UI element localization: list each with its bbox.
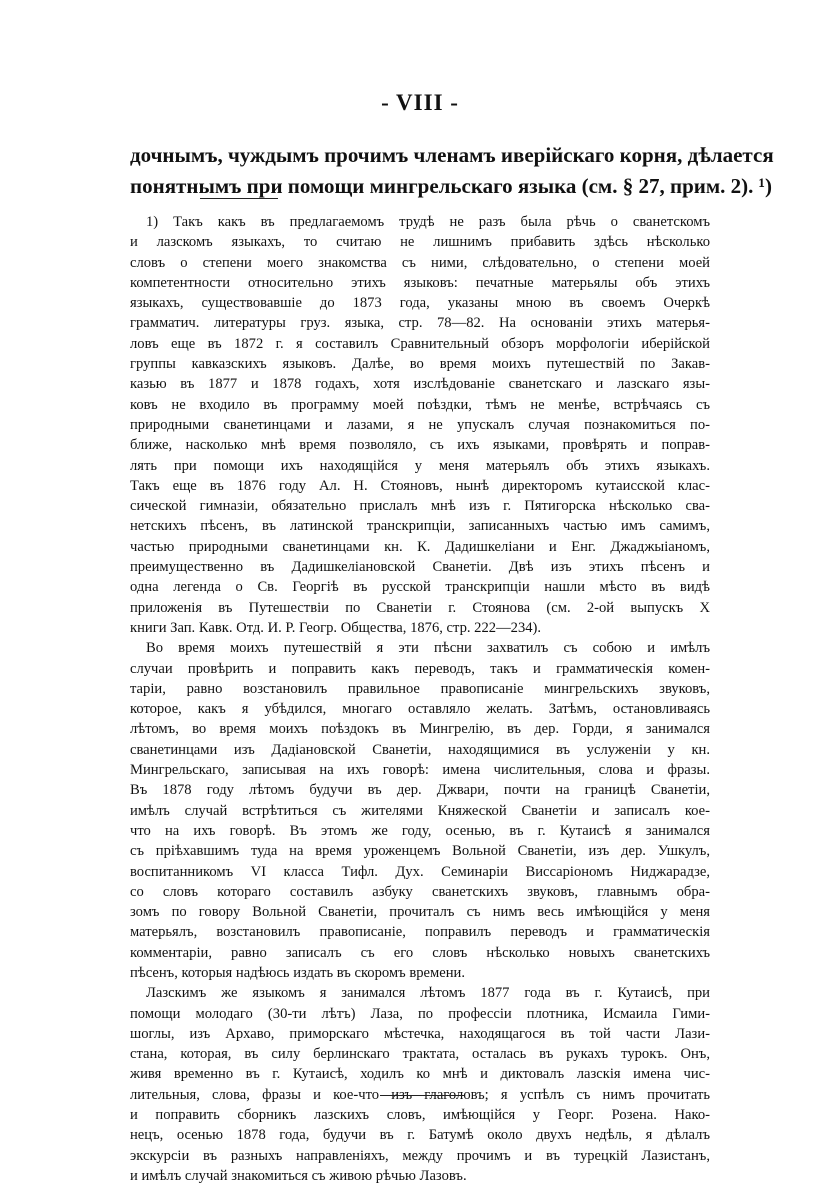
footnote-line: стана, которая, въ силу берлинскаго трактата, осталась въ рукахъ турокъ. Онъ, — [130, 1046, 710, 1063]
footnote-line: пѣсенъ, которыя надѣюсь издать въ скоромъ времени. — [130, 964, 465, 981]
footnote-line: грамматич. литературы груз. языка, стр. 78—82. На основаніи этихъ матерья- — [130, 315, 710, 332]
footnote-line: книги Зап. Кавк. Отд. И. Р. Геогр. Общества, 1876, стр. 222—234). — [130, 619, 542, 636]
footnote-line: таріи, равно возстановилъ правильное правописаніе мингрельскихъ звуковъ, — [130, 680, 710, 697]
footnote-line: частью природными сванетинцами кн. К. Дадишкеліани и Енг. Джаджыіаномъ, — [130, 538, 710, 555]
footnote-line: сической гимназіи, обязательно прислалъ мнѣ изъ г. Пятигорска нѣсколько сва- — [130, 498, 710, 515]
footnote-line: природными сванетинцами и лазами, я не упускалъ случая познакомиться по- — [130, 416, 710, 433]
footnote-line: и лазскомъ языкахъ, то считаю не лишнимъ прибавить здѣсь нѣсколько — [130, 234, 710, 251]
footnote-line: сванетинцами изъ Дадіановской Сванетіи, находящимися въ услуженіи у кн. — [130, 741, 710, 758]
footnote-line: и поправить сборникъ лазскихъ словъ, имѣющійся у Георг. Розена. Нако- — [130, 1107, 710, 1124]
footnote-line: съ пріѣхавшимъ туда на время уроженцемъ Вольной Сванетіи, изъ дер. Ушкулъ, — [130, 843, 710, 860]
footnote-separator — [200, 198, 278, 199]
footnote-line: нетскихъ пѣсенъ, въ латинской транскрипціи, записанныхъ частью имъ самимъ, — [130, 518, 710, 535]
footnote-line: что на ихъ говорѣ. Въ этомъ же году, осенью, въ г. Кутаисѣ я занимался — [130, 822, 710, 839]
footnote-line: лительныя, слова, фразы и кое-что изъ глаголовъ; я успѣлъ съ нимъ прочитать — [130, 1086, 710, 1103]
footnote-line: словъ о степени моего знакомства съ ними, слѣдовательно, о степени моей — [130, 254, 710, 271]
footnote-line: имѣлъ случай встрѣтиться съ жителями Княжеской Сванетіи и записалъ кое- — [130, 802, 710, 819]
footnote-line: Мингрельскаго, записывая на ихъ говорѣ: имена числительныя, слова и фразы. — [130, 762, 710, 779]
footnote-line: и имѣлъ случай знакомиться съ живою рѣчью Лазовъ. — [130, 1167, 467, 1184]
footnote-line: лѣтомъ, во время моихъ поѣздокъ въ Мингрелію, въ дер. Горди, я занимался — [130, 721, 710, 738]
footnote-line: приложенія въ Путешествіи по Сванетіи г. Стоянова (см. 2-ой выпускъ X — [130, 599, 710, 616]
footnote-line: шоглы, изъ Архаво, приморскаго мѣстечка, находящагося въ той части Лази- — [130, 1025, 710, 1042]
footnote-line: которое, какъ я убѣдился, многаго оставляло желать. Затѣмъ, остановливаясь — [130, 701, 710, 718]
footnote-line: нецъ, осенью 1878 года, будучи въ г. Батумѣ около двухъ недѣль, я дѣлалъ — [130, 1127, 710, 1144]
footnote-line: помощи молодаго (30-ти лѣтъ) Лаза, по профессіи плотника, Исмаила Гими- — [130, 1005, 710, 1022]
footnote-line: компетентности относительно этихъ языковъ: печатные матерьялы объ этихъ — [130, 274, 710, 291]
footnote-line: группы кавказскихъ языковъ. Далѣе, во время моихъ путешествій по Закав- — [130, 356, 710, 373]
footnote-line: живя временно въ г. Кутаисѣ, ходилъ ко мнѣ и диктовалъ лазскія имена чис- — [130, 1066, 710, 1083]
footnote-line: лять при помощи ихъ находящійся у меня матерьялъ объ этихъ языкахъ. — [130, 457, 710, 474]
footnote-line: воспитанникомъ VI класса Тифл. Дух. Семинаріи Виссаріономъ Ниджарадзе, — [130, 863, 710, 880]
footnote-line: со словъ котораго составилъ азбуку сванетскихъ звуковъ, главнымъ обра- — [130, 883, 710, 900]
end-rule — [380, 1095, 464, 1096]
footnote-line: Въ 1878 году лѣтомъ будучи въ дер. Джвари, почти на границѣ Сванетіи, — [130, 782, 710, 799]
footnote-line: ловъ еще въ 1872 г. я составилъ Сравнительный обзоръ морфологіи иберійской — [130, 335, 710, 352]
footnote-line: Во время моихъ путешествій я эти пѣсни захватилъ съ собою и имѣлъ — [146, 640, 710, 657]
main-text-line: понятнымъ при помощи мингрельскаго языка (см. § 27, прим. 2). ¹) — [130, 174, 772, 198]
footnote-line: зомъ по говору Вольной Сванетіи, прочиталъ съ нимъ весь имѣющійся у меня — [130, 904, 710, 921]
footnote-line: Такъ еще въ 1876 году Ал. Н. Стояновъ, нынѣ директоромъ кутаисской клас- — [130, 477, 710, 494]
footnote-line: преимущественно въ Дадишкеліановской Сванетіи. Двѣ изъ этихъ пѣсенъ и — [130, 559, 710, 576]
footnote-line: Лазскимъ же языкомъ я занимался лѣтомъ 1877 года въ г. Кутаисѣ, при — [146, 985, 710, 1002]
footnote-line: ковъ не входило въ программу моей поѣздки, тѣмъ не менѣе, встрѣчаясь съ — [130, 396, 710, 413]
footnote-line: матерьялъ, возстановилъ правописаніе, поправилъ переводъ и грамматическія — [130, 924, 710, 941]
footnote-line: ближе, насколько мнѣ время позволяло, съ ихъ языками, провѣрять и поправ- — [130, 437, 710, 454]
footnote-line: комментаріи, равно записалъ съ его словъ нѣсколько новыхъ сванетскихъ — [130, 944, 710, 961]
footnote-line: случаи провѣрить и поправить какъ переводъ, такъ и грамматическія комен- — [130, 660, 710, 677]
footnote-line: экскурсіи въ разныхъ направленіяхъ, между прочимъ и въ турецкій Лазистанъ, — [130, 1147, 710, 1164]
footnote-line: 1) Такъ какъ въ предлагаемомъ трудѣ не разъ была рѣчь о сванетскомъ — [146, 214, 710, 230]
footnote — [130, 212, 710, 1186]
page-number: - VIII - — [381, 90, 459, 115]
main-text — [130, 140, 774, 202]
footnote-line: одна легенда о Св. Георгіѣ въ русской транскрипціи нашли мѣсто въ видѣ — [130, 579, 710, 596]
main-text-line: дочнымъ, чуждымъ прочимъ членамъ иверійскаго корня, дѣлается — [130, 143, 774, 167]
footnote-line: языкахъ, существовавшіе до 1873 года, указаны мною въ своемъ Очеркѣ — [130, 295, 710, 312]
footnote-line: казью въ 1877 и 1878 годахъ, хотя изслѣдованіе сванетскаго и лазскаго язы- — [130, 376, 710, 393]
